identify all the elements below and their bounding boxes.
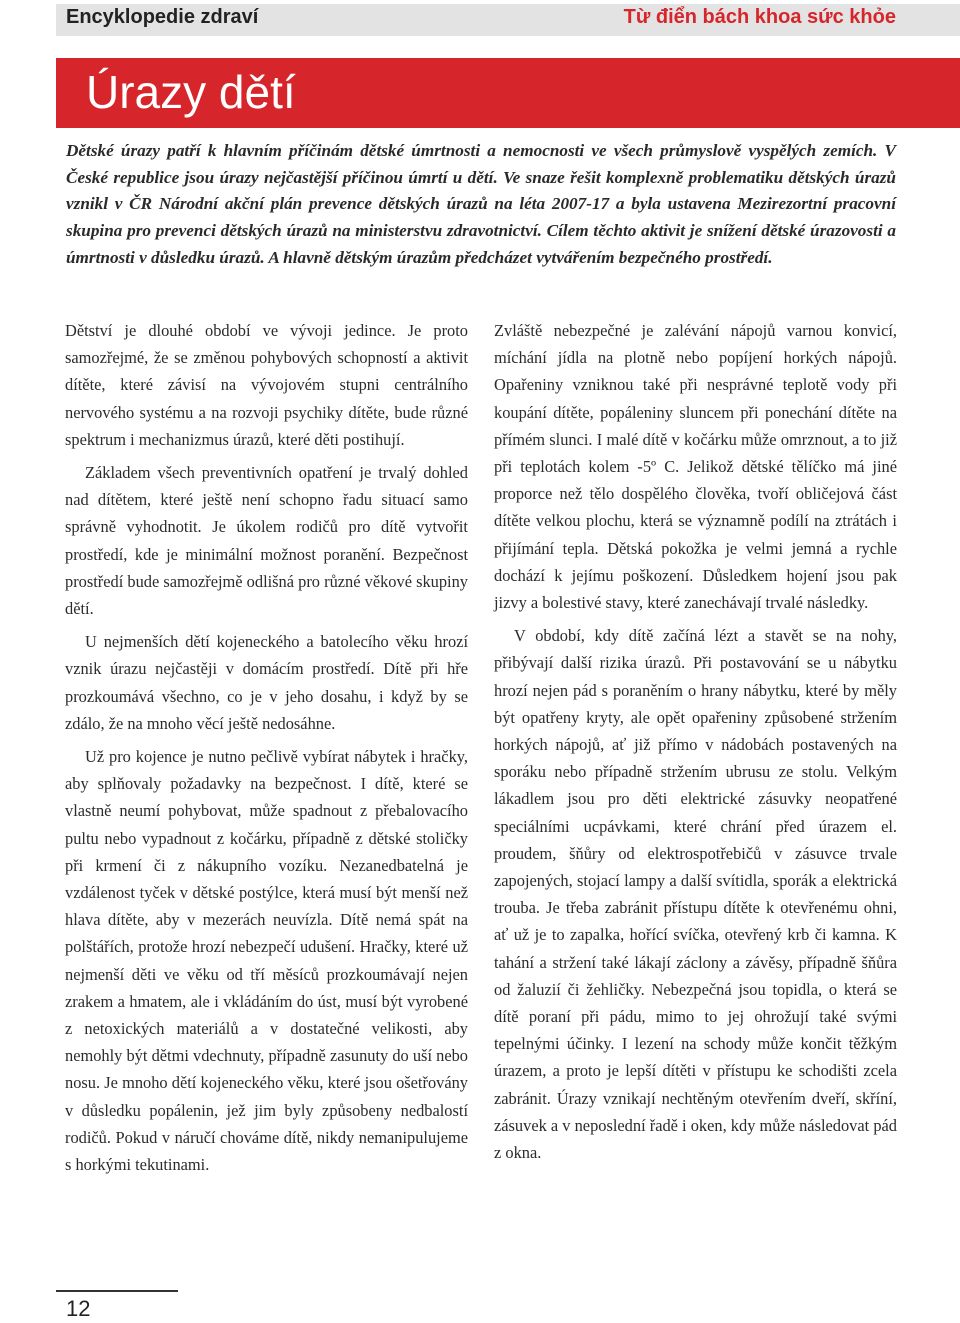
left-column bbox=[65, 317, 468, 1184]
paragraph: U nejmenších dětí kojeneckého a batolecího věku hrozí vznik úrazu nejčastěji v domácím prostředí. Dítě při hře prozkoumává všechno, co je v jeho dosahu, i když by se zdálo, že na mnoho věcí ještě nedosáhne. bbox=[65, 632, 468, 733]
page-title: Úrazy dětí bbox=[86, 66, 296, 118]
right-column bbox=[494, 317, 897, 1172]
footer-rule bbox=[56, 1290, 178, 1292]
encyclopedia-title: Encyklopedie zdraví bbox=[66, 6, 259, 28]
paragraph: Dětství je dlouhé období ve vývoji jedince. Je proto samozřejmé, že se změnou pohybových schopností a aktivit dítěte, které závisí na vývojovém stupni centrálního nervového systému a na rozvoji psychiky dítěte, bude různé spektrum i mechanizmus úrazů, které děti postihují. bbox=[65, 321, 468, 449]
paragraph: Zvláště nebezpečné je zalévání nápojů varnou konvicí, míchání jídla na plotně nebo popíjení horkých nápojů. Opařeniny vzniknou také při nesprávné teplotě vody při koupání dítěte, popáleniny sluncem při ponechání dítěte na přímém slunci. I malé dítě v kočárku může omrznout, a to již při teplotách kolem -5º C. Jelikož dětské tělíčko má jiné proporce než tělo dospělého člověka, tvoří obličejová část dítěte velkou plochu, která se významně podílí na ztrátách i přijímání tepla. Dětská pokožka je velmi jemná a rychle dochází k jejímu poškození. Důsledkem hojení jsou pak jizvy a bolestivé stavy, které zanechávají trvalé následky. bbox=[494, 321, 897, 613]
paragraph: Už pro kojence je nutno pečlivě vybírat nábytek i hračky, aby splňovaly požadavky na bezpečnost. I dítě, které se vlastně neumí pohybovat, může spadnout z přebalovacího pultu nebo vypadnout z kočárku, případně z dětské stoličky při krmení či z nákupního vozíku. Nezanedbatelná je vzdálenost tyček v dětské postýlce, která musí být menší než hlava dítěte, aby v mezerách neuvízla. Dítě nemá spát na polštářích, protože hrozí nebezpečí udušení. Hračky, které už nejmenší děti ve věku od tří měsíců prozkoumávají nejen zrakem a hmatem, ale i vkládáním do úst, musí být vyrobené z netoxických materiálů a v dostatečné velikosti, aby nemohly být dětmi vdechnuty, případně zasunuty do uší nebo nosu. Je mnoho dětí kojeneckého věku, které jsou ošetřovány v důsledku popálenin, jež jim byly způsobeny nedbalostí rodičů. Pokud v náručí chováme dítě, nikdy nemanipulujeme s horkými tekutinami. bbox=[65, 747, 468, 1175]
paragraph: V období, kdy dítě začíná lézt a stavět se na nohy, přibývají další rizika úrazů. Při postavování se u nábytku hrozí nejen pád s poraněním o hrany nábytku, které by měly být opatřeny kryty, ale opět opařeniny způsobené stržením horkých nápojů, ať již přímo v nádobách postavených na sporáku nebo případně stržením ubrusu ze stolu. Velkým lákadlem jsou pro děti elektrické zásuvky neopatřené speciálními ucpávkami, které chrání před úrazem el. proudem, šňůry od elektrospotřebičů v zásuvce trvale zapojených, stojací lampy a další svítidla, sporák a elektrická trouba. Je třeba zabránit přístupu dítěte k otevřenému ohni, ať už je to zapalka, hořící svíčka, otevřený krb či kamna. K tahání a stržení také lákají záclony a závěsy, případně šňůra od žaluzií či žehličky. Nebezpečná jsou topidla, o která se dítě poraní při pádu, mimo to jej ohrožují také svými tepelnými účinky. I lezení na schody může končit těžkým úrazem, a proto je lepší dítěti v přístupu ke schodišti zcela zabránit. Úrazy vznikají nechtěným otevřením dveří, skříní, zásuvek a v neposlední řadě i oken, kdy může následovat pád z okna. bbox=[494, 626, 897, 1163]
page-number: 12 bbox=[66, 1296, 91, 1321]
paragraph: Základem všech preventivních opatření je trvalý dohled nad dítětem, které ještě není schopno řadu situací samo správně vyhodnotit. Je úkolem rodičů pro dítě vytvořit prostředí, kde je minimální možnost poranění. Bezpečnost prostředí bude samozřejmě odlišná pro různé věkové skupiny dětí. bbox=[65, 463, 468, 619]
lead-paragraph: Dětské úrazy patří k hlavním příčinám dětské úmrtnosti a nemocnosti ve všech průmyslově vyspělých zemích. V České republice jsou úrazy nejčastější příčinou úmrtí u dětí. Ve snaze řešit komplexně problematiku dětských úrazů vznikl v ČR Národní akční plán prevence dětských úrazů na léta 2007-17 a byla ustavena Mezirezortní pracovní skupina pro prevenci dětských úrazů na ministerstvu zdravotnictví. Cílem těchto aktivit je snížení dětské úrazovosti a úmrtnosti v důsledku úrazů. A hlavně dětským úrazům předcházet vytvářením bezpečného prostředí. bbox=[66, 141, 896, 267]
vietnamese-title: Từ điển bách khoa sức khỏe bbox=[623, 6, 896, 28]
